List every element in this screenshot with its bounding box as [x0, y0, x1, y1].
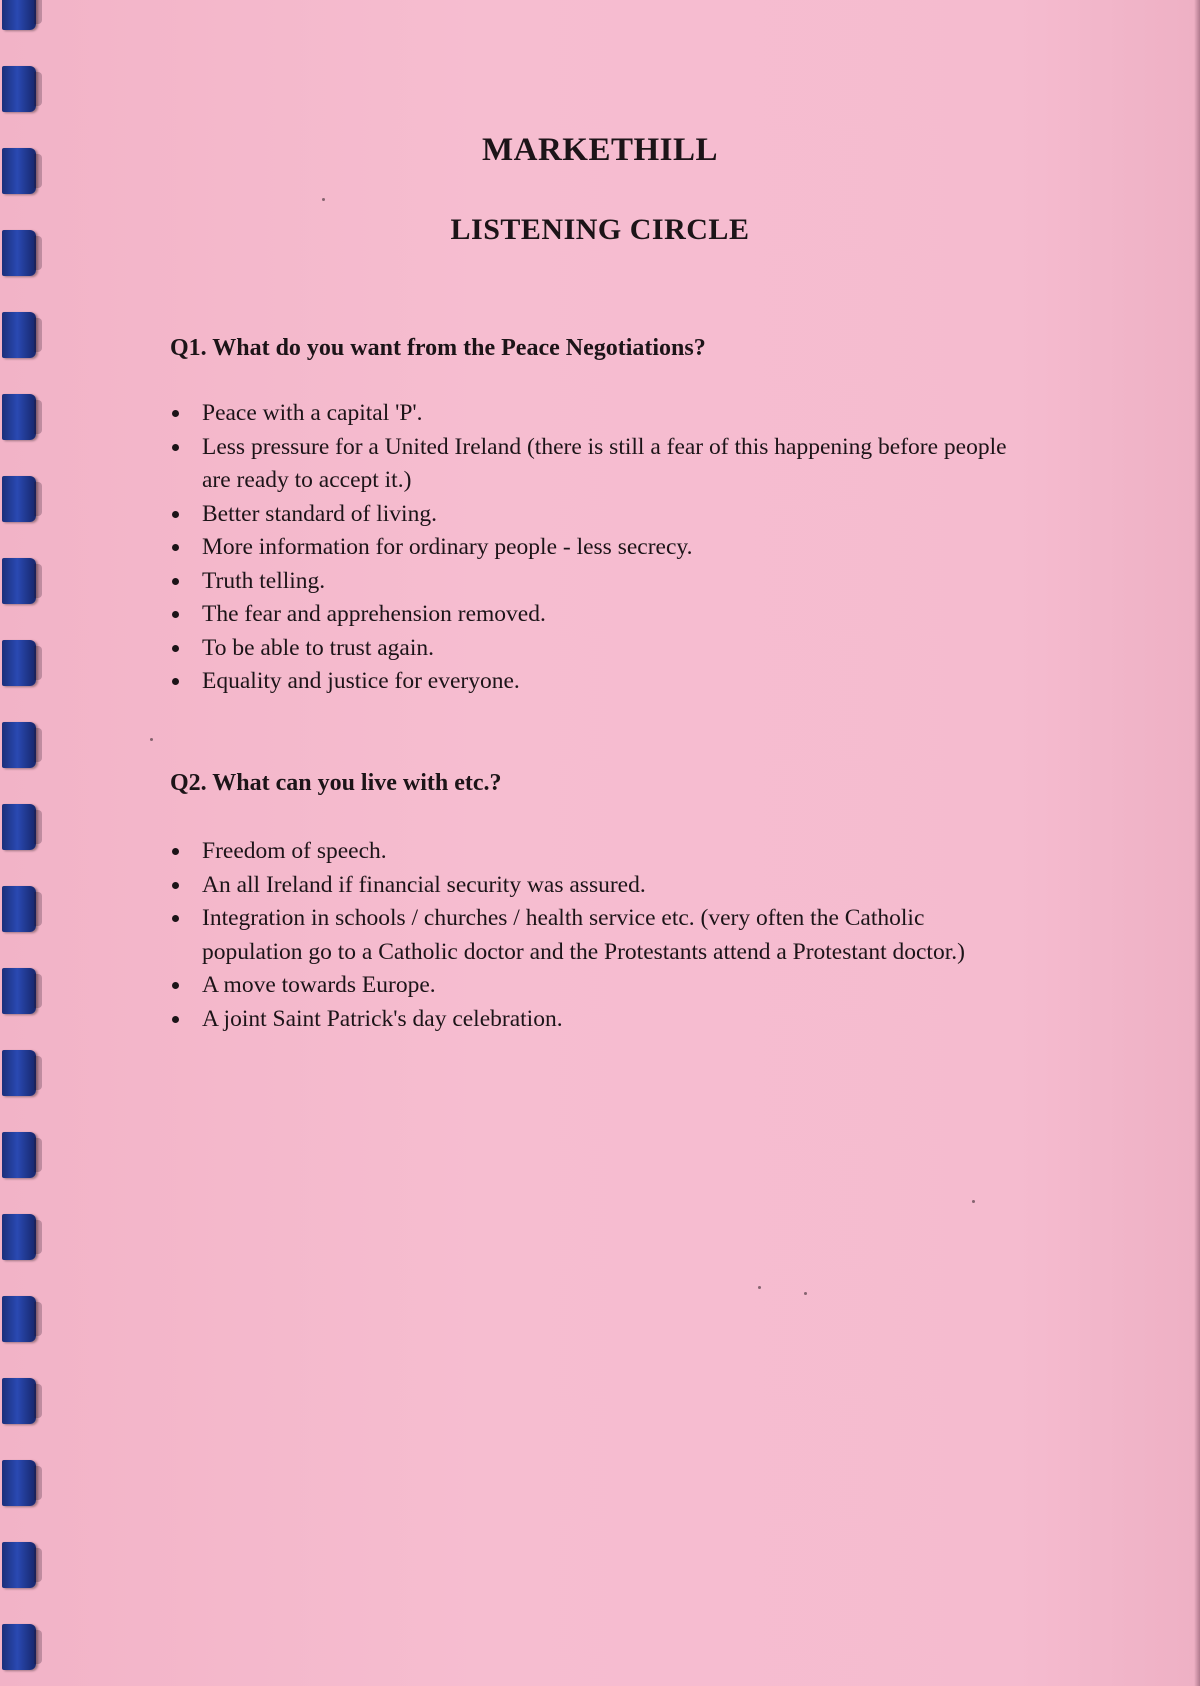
- bullet-icon: [172, 544, 179, 551]
- list-item-text: More information for ordinary people - less secrecy.: [202, 534, 693, 560]
- list-item-text: The fear and apprehension removed.: [202, 601, 546, 627]
- bullet-icon: [172, 611, 179, 618]
- bullet-icon: [172, 511, 179, 518]
- bullet-icon: [172, 1016, 179, 1023]
- binding-coil: [2, 66, 36, 112]
- paper-speck: [972, 1200, 975, 1203]
- binding-coil: [2, 968, 36, 1014]
- binding-coil: [2, 1214, 36, 1260]
- list-item: [168, 902, 1028, 969]
- list-item-text: Equality and justice for everyone.: [202, 668, 520, 694]
- paper-speck: [150, 738, 153, 741]
- list-item: [168, 665, 1028, 699]
- binding-coil: [2, 0, 36, 30]
- list-item-text: To be able to trust again.: [202, 634, 434, 661]
- list-item: [168, 632, 1028, 666]
- list-item: [168, 1003, 1028, 1037]
- list-item-text: Less pressure for a United Ireland (there is still a fear of this happening before people are ready to accept it.): [202, 433, 1007, 493]
- binding-coil: [2, 1296, 36, 1342]
- question-2-answer-list: [168, 835, 1028, 1036]
- paper-speck: [322, 198, 325, 201]
- list-item: [168, 869, 1028, 903]
- bullet-icon: [172, 915, 179, 922]
- question-2-heading: Q2. What can you live with etc.?: [170, 770, 502, 796]
- list-item-text: Better standard of living.: [202, 500, 437, 527]
- bullet-icon: [172, 848, 179, 855]
- list-item: [168, 498, 1028, 532]
- document-title: MARKETHILL: [481, 132, 719, 168]
- list-item-text: Peace with a capital 'P'.: [202, 400, 423, 426]
- list-item-text: A joint Saint Patrick's day celebration.: [202, 1005, 563, 1032]
- binding-coil: [2, 476, 36, 522]
- bullet-icon: [172, 678, 179, 685]
- binding-coil: [2, 558, 36, 604]
- question-1-heading: Q1. What do you want from the Peace Negotiations?: [170, 335, 706, 361]
- paper-speck: [804, 1292, 807, 1295]
- binding-coil: [2, 1460, 36, 1506]
- list-item: [168, 598, 1028, 632]
- list-item: [168, 431, 1028, 498]
- question-1-answer-list: [168, 397, 1028, 699]
- binding-coil: [2, 1542, 36, 1588]
- bullet-icon: [172, 882, 179, 889]
- paper-speck: [758, 1286, 761, 1289]
- binding-coil: [2, 1050, 36, 1096]
- binding-coil: [2, 394, 36, 440]
- document-subtitle: LISTENING CIRCLE: [450, 213, 750, 246]
- bullet-icon: [172, 645, 179, 652]
- binding-coil: [2, 1624, 36, 1670]
- list-item-text: Integration in schools / churches / health service etc. (very often the Catholic population go to a Catholic doctor and the Protestants attend a Protestant doctor.): [202, 905, 965, 965]
- binding-coil: [2, 804, 36, 850]
- bullet-icon: [172, 982, 179, 989]
- list-item-text: A move towards Europe.: [202, 972, 436, 998]
- binding-coil: [2, 722, 36, 768]
- spiral-binding: [0, 0, 40, 1686]
- list-item: [168, 565, 1028, 599]
- list-item: [168, 969, 1028, 1003]
- page-edge-shadow: [1194, 0, 1200, 1686]
- bullet-icon: [172, 444, 179, 451]
- list-item-text: Truth telling.: [202, 567, 326, 594]
- binding-coil: [2, 312, 36, 358]
- binding-coil: [2, 1132, 36, 1178]
- list-item: [168, 397, 1028, 431]
- bullet-icon: [172, 410, 179, 417]
- list-item-text: An all Ireland if financial security was assured.: [202, 871, 646, 898]
- binding-coil: [2, 640, 36, 686]
- bullet-icon: [172, 578, 179, 585]
- list-item: [168, 531, 1028, 565]
- binding-coil: [2, 1378, 36, 1424]
- list-item-text: Freedom of speech.: [202, 838, 387, 864]
- list-item: [168, 835, 1028, 869]
- binding-coil: [2, 886, 36, 932]
